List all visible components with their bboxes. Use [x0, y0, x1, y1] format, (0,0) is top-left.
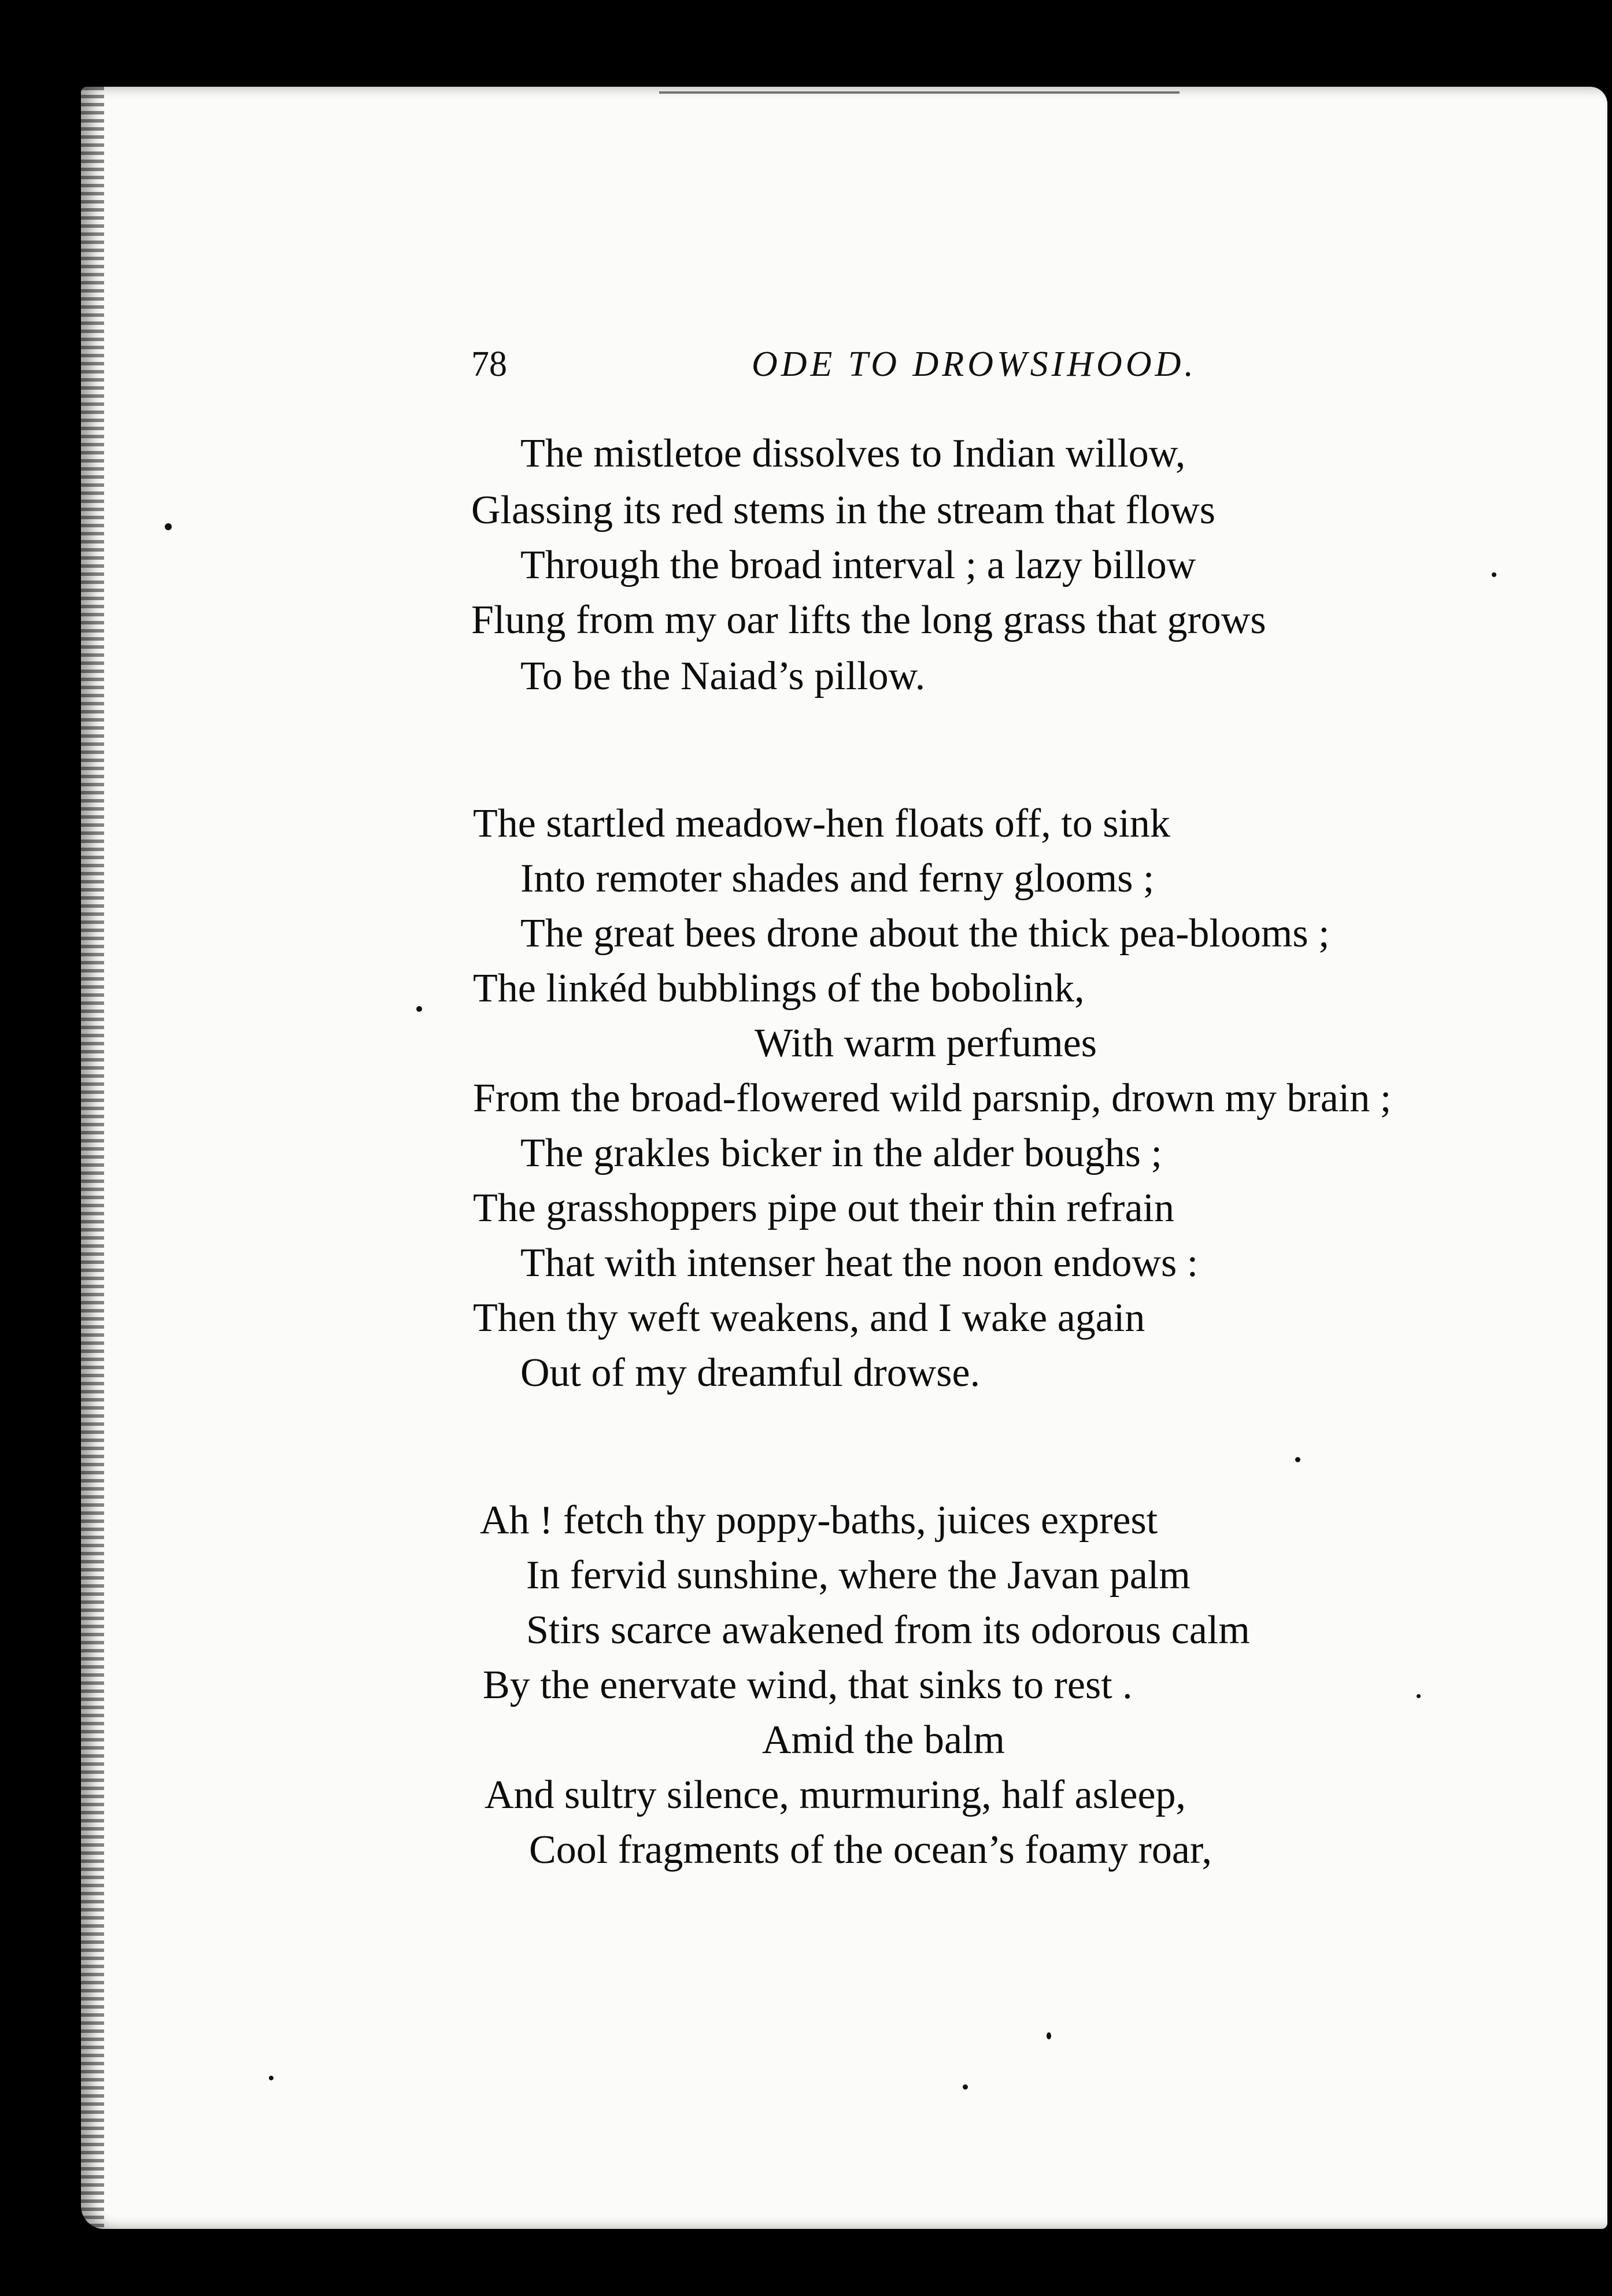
verse-line: Ah ! fetch thy poppy-baths, juices exprest — [480, 1498, 1158, 1543]
running-head — [0, 344, 1612, 390]
verse-line: Stirs scarce awakened from its odorous calm — [526, 1608, 1250, 1652]
verse-line: In fervid sunshine, where the Javan palm — [526, 1553, 1190, 1598]
verse-line: Amid the balm — [762, 1718, 1005, 1762]
verse-line: Cool fragments of the ocean’s foamy roar, — [529, 1828, 1212, 1872]
verse-line: Into remoter shades and ferny glooms ; — [520, 856, 1155, 901]
page-top-edge — [659, 91, 1180, 94]
verse-line: With warm perfumes — [755, 1021, 1097, 1066]
verse-line: Out of my dreamful drowse. — [520, 1351, 981, 1395]
verse-line: From the broad-flowered wild parsnip, drown my brain ; — [473, 1076, 1392, 1121]
verse-line: Glassing its red stems in the stream that flows — [471, 488, 1216, 533]
scan-speck — [1295, 1457, 1300, 1462]
scan-speck — [963, 2084, 968, 2090]
verse-line: To be the Naiad’s pillow. — [520, 654, 926, 698]
verse-line: By the enervate wind, that sinks to rest . — [483, 1663, 1133, 1707]
verse-line: Through the broad interval ; a lazy billow — [520, 543, 1196, 587]
verse-line: The grakles bicker in the alder boughs ; — [520, 1131, 1162, 1175]
verse-line: Flung from my oar lifts the long grass that grows — [471, 598, 1266, 642]
page-number: 78 — [471, 345, 507, 384]
verse-line: And sultry silence, murmuring, half asleep, — [485, 1773, 1186, 1817]
verse-line: Then thy weft weakens, and I wake again — [473, 1296, 1145, 1340]
scan-speck — [165, 523, 172, 530]
verse-line: The startled meadow-hen floats off, to sink — [473, 801, 1170, 846]
verse-line: That with intenser heat the noon endows : — [520, 1241, 1199, 1285]
verse-line: The mistletoe dissolves to Indian willow, — [520, 431, 1186, 476]
scan-speck — [1492, 572, 1496, 577]
scan-speck — [269, 2076, 273, 2080]
verse-line: The great bees drone about the thick pea-blooms ; — [520, 911, 1330, 956]
gutter-shadow — [69, 87, 104, 2229]
verse-line: The linkéd bubblings of the bobolink, — [473, 966, 1085, 1011]
running-title: ODE TO DROWSIHOOD. — [752, 345, 1197, 384]
scan-speck — [1047, 2032, 1051, 2039]
scan-speck — [1417, 1694, 1421, 1698]
scan-speck — [416, 1006, 422, 1012]
verse-line: The grasshoppers pipe out their thin refrain — [473, 1186, 1174, 1230]
